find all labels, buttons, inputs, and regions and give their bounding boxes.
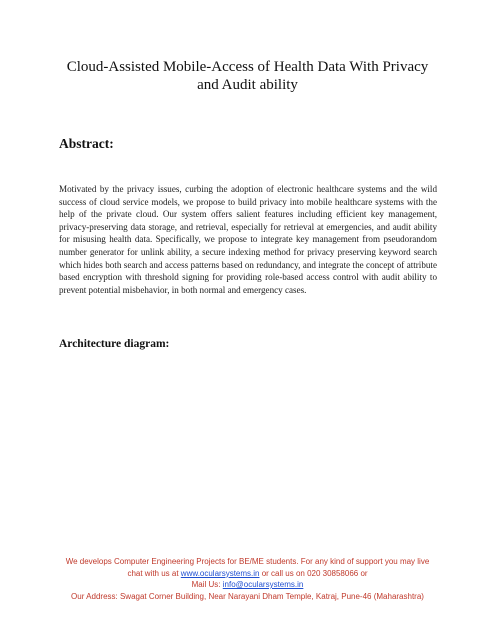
footer-call-text: or call us on 020 30858066 or <box>259 568 368 578</box>
email-link[interactable]: info@ocularsystems.in <box>222 580 304 589</box>
abstract-heading: Abstract: <box>59 136 114 151</box>
document-title <box>40 58 455 94</box>
website-link[interactable]: www.ocularsystems.in <box>180 568 260 578</box>
title-line-2: and Audit ability <box>197 77 298 93</box>
footer-address: Our Address: Swagat Corner Building, Near Narayani Dham Temple, Katraj, Pune-46 (Maharashtra) <box>71 591 424 601</box>
footer-line-3 <box>20 579 475 591</box>
title-line-1: Cloud-Assisted Mobile-Access of Health Data With Privacy <box>66 59 429 75</box>
footer-chat-text: chat with us at <box>127 568 181 578</box>
architecture-diagram-heading: Architecture diagram: <box>59 338 170 350</box>
footer-line-1: We develops Computer Engineering Projects for BE/ME students. For any kind of support you may live <box>65 557 430 566</box>
footer-contact <box>20 556 475 602</box>
abstract-paragraph: Motivated by the privacy issues, curbing the adoption of electronic healthcare systems and the wild success of cloud service models, we propose to build privacy into mobile healthcare systems with the help of the private cloud. Our system offers salient features including efficient key management, privacy-preserving data storage, and retrieval, especially for retrieval at emergencies, and audit ability for misusing health data. Specifically, we propose to integrate key management from pseudorandom number generator for unlink ability, a secure indexing method for privacy preserving keyword search which hides both search and access patterns based on redundancy, and integrate the concept of attribute based encryption with threshold signing for providing role-based access control with audit ability to prevent potential misbehavior, in both normal and emergency cases. <box>59 184 437 295</box>
footer-mail-label: Mail Us: <box>191 580 223 589</box>
footer-line-2 <box>20 568 475 580</box>
